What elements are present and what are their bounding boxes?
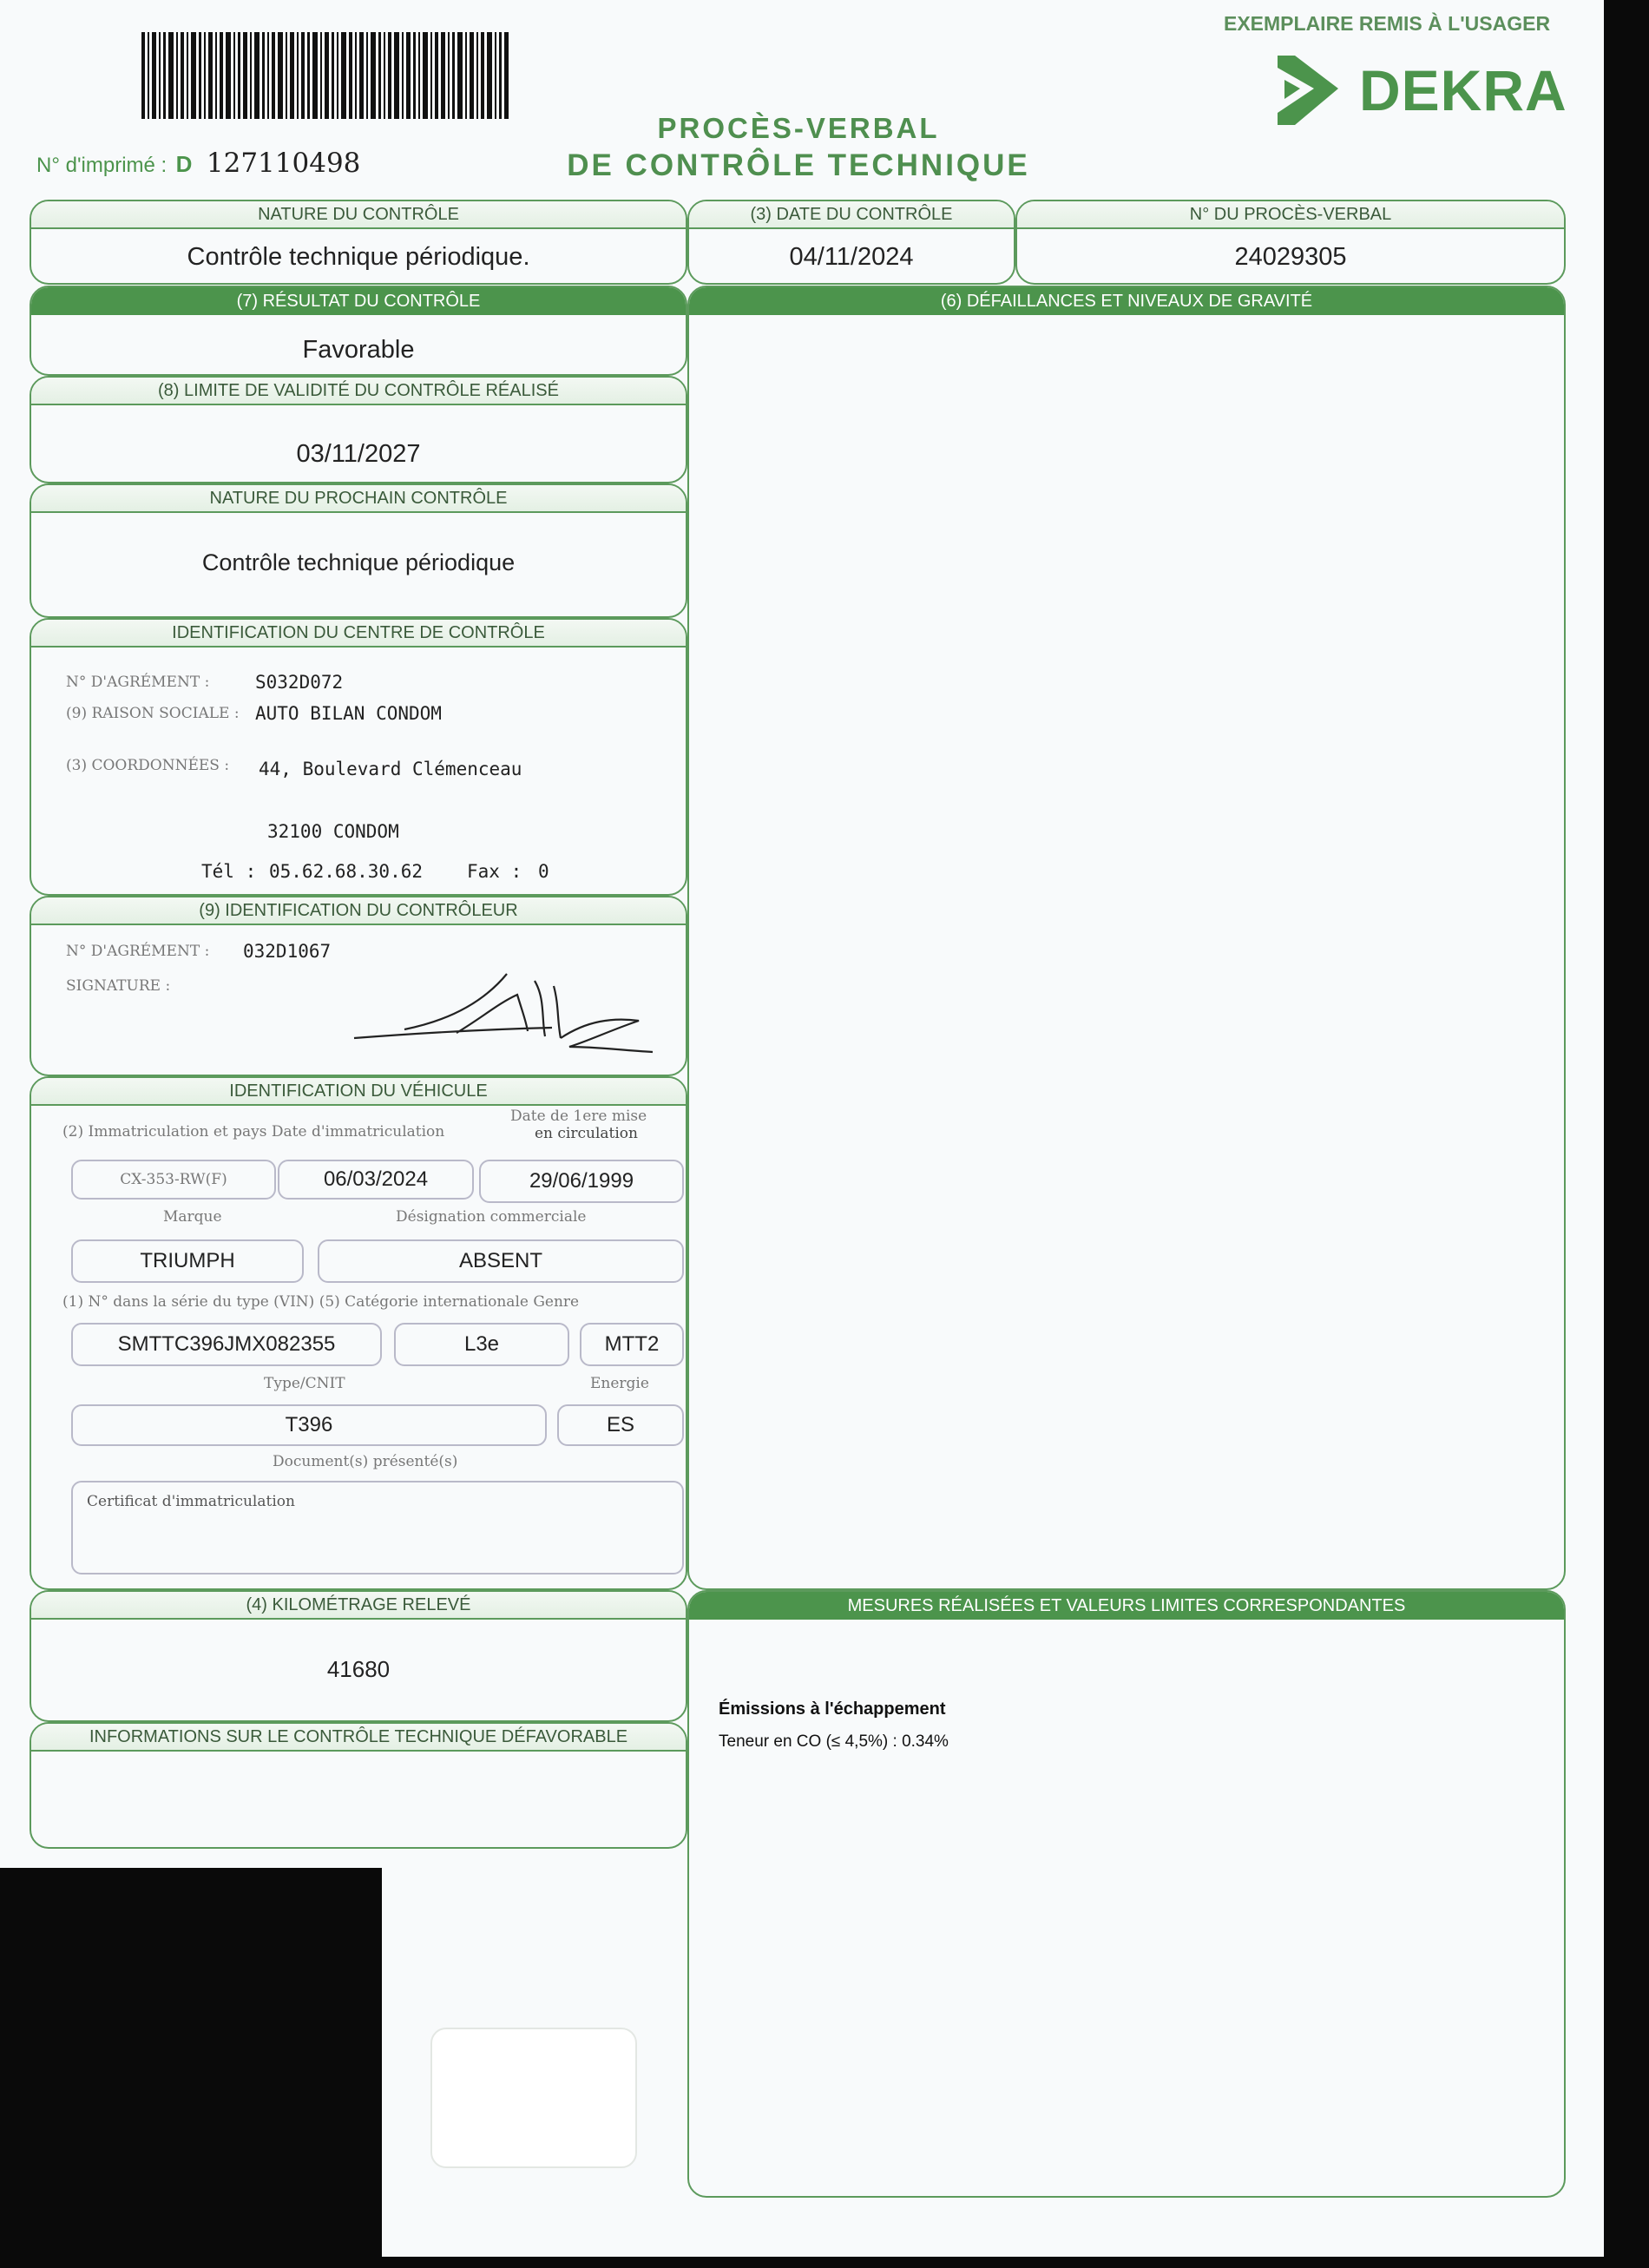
result-box (30, 286, 687, 376)
validity-box (30, 376, 687, 483)
result-value: Favorable (302, 336, 415, 364)
controller-signature (352, 969, 665, 1055)
marque-field: TRIUMPH (71, 1239, 304, 1283)
controller-box (30, 896, 687, 1076)
documents-value: Certificat d'immatriculation (87, 1493, 295, 1510)
controller-agrement-value: 032D1067 (243, 941, 332, 962)
barcode (141, 32, 512, 119)
center-fax-value: 0 (538, 861, 549, 882)
dekra-arrow-icon (1278, 56, 1345, 125)
controller-header: (9) IDENTIFICATION DU CONTRÔLEUR (31, 897, 686, 925)
next-control-box (30, 483, 687, 618)
validity-value: 03/11/2027 (296, 440, 421, 468)
type-field: T396 (71, 1404, 547, 1446)
vin-field: SMTTC396JMX082355 (71, 1323, 382, 1366)
vehicle-immat-label: (2) Immatriculation et pays Date d'immatriculation (62, 1123, 445, 1141)
vehicle-first-circulation-label-1: Date de 1ere mise (510, 1108, 647, 1125)
vehicle-box (30, 1076, 687, 1590)
validity-header: (8) LIMITE DE VALIDITÉ DU CONTRÔLE RÉALISÉ (31, 378, 686, 405)
designation-field: ABSENT (318, 1239, 684, 1283)
center-raison-value: AUTO BILAN CONDOM (255, 703, 442, 724)
print-number-label: N° d'imprimé : (36, 154, 168, 177)
vehicle-first-circulation-label-2: en circulation (535, 1125, 638, 1142)
unfavorable-info-box (30, 1722, 687, 1849)
pv-number-value: 24029305 (1234, 243, 1347, 271)
center-coord-label: (3) COORDONNÉES : (66, 757, 230, 774)
date-first-circulation-field: 29/06/1999 (479, 1160, 684, 1203)
mileage-box (30, 1590, 687, 1722)
center-header: IDENTIFICATION DU CENTRE DE CONTRÔLE (31, 620, 686, 648)
control-date-box (687, 200, 1015, 285)
measures-box (687, 1590, 1566, 2198)
next-control-value: Contrôle technique périodique (201, 549, 516, 575)
detached-corner-area (0, 1868, 382, 2257)
defects-box (687, 286, 1566, 1590)
dekra-wordmark: DEKRA (1359, 58, 1567, 122)
pv-number-box (1015, 200, 1566, 285)
genre-field: MTT2 (580, 1323, 684, 1366)
control-date-value: 04/11/2024 (789, 243, 914, 271)
center-box (30, 618, 687, 896)
pv-number-header: N° DU PROCÈS-VERBAL (1017, 201, 1564, 229)
dekra-logo (1278, 56, 1567, 125)
controller-signature-label: SIGNATURE : (66, 977, 171, 995)
unfavorable-info-header: INFORMATIONS SUR LE CONTRÔLE TECHNIQUE DÉFAVORABLE (31, 1724, 686, 1752)
center-agrement-value: S032D072 (255, 672, 344, 693)
energie-field: ES (557, 1404, 684, 1446)
measures-section-title: Émissions à l'échappement (719, 1699, 946, 1719)
window-cutout (430, 2028, 637, 2168)
vehicle-designation-label: Désignation commerciale (396, 1208, 587, 1226)
nature-control-box (30, 200, 687, 285)
center-address-line1: 44, Boulevard Clémenceau (259, 759, 522, 779)
documents-field (71, 1481, 684, 1574)
copy-note: EXEMPLAIRE REMIS À L'USAGER (1224, 12, 1551, 35)
title-line2: DE CONTRÔLE TECHNIQUE (567, 148, 1030, 182)
vehicle-documents-label: Document(s) présenté(s) (273, 1453, 458, 1470)
vehicle-energie-label: Energie (590, 1375, 649, 1392)
defects-header: (6) DÉFAILLANCES ET NIVEAUX DE GRAVITÉ (689, 287, 1564, 315)
center-fax-label: Fax : (467, 861, 522, 882)
measures-co-line: Teneur en CO (≤ 4,5%) : 0.34% (719, 1732, 949, 1751)
result-header: (7) RÉSULTAT DU CONTRÔLE (31, 287, 686, 315)
title-line1: PROCÈS-VERBAL (657, 112, 940, 144)
vehicle-marque-label: Marque (163, 1208, 222, 1226)
center-tel-value: 05.62.68.30.62 (269, 861, 424, 882)
nature-control-header: NATURE DU CONTRÔLE (31, 201, 686, 229)
nature-control-value: Contrôle technique périodique. (187, 243, 530, 271)
vehicle-vin-label: (1) N° dans la série du type (VIN) (5) Catégorie internationale Genre (62, 1293, 580, 1311)
measures-header: MESURES RÉALISÉES ET VALEURS LIMITES CORRESPONDANTES (689, 1592, 1564, 1620)
vehicle-header: IDENTIFICATION DU VÉHICULE (31, 1078, 686, 1106)
print-number-value: 127110498 (206, 148, 361, 179)
next-control-header: NATURE DU PROCHAIN CONTRÔLE (31, 485, 686, 513)
mileage-value: 41680 (326, 1656, 391, 1682)
control-date-header: (3) DATE DU CONTRÔLE (689, 201, 1014, 229)
center-tel-label: Tél : (201, 861, 257, 882)
print-number-prefix: D (175, 151, 193, 177)
center-address-line2: 32100 CONDOM (267, 821, 399, 842)
mileage-header: (4) KILOMÉTRAGE RELEVÉ (31, 1592, 686, 1620)
print-number (36, 148, 360, 179)
immatriculation-field: CX-353-RW(F) (71, 1160, 276, 1200)
categorie-field: L3e (394, 1323, 569, 1366)
date-immat-field: 06/03/2024 (278, 1160, 474, 1200)
document-title (538, 111, 1059, 186)
vehicle-type-label: Type/CNIT (264, 1375, 345, 1392)
center-agrement-label: N° D'AGRÉMENT : (66, 674, 210, 691)
center-raison-label: (9) RAISON SOCIALE : (66, 705, 240, 722)
controller-agrement-label: N° D'AGRÉMENT : (66, 943, 210, 960)
